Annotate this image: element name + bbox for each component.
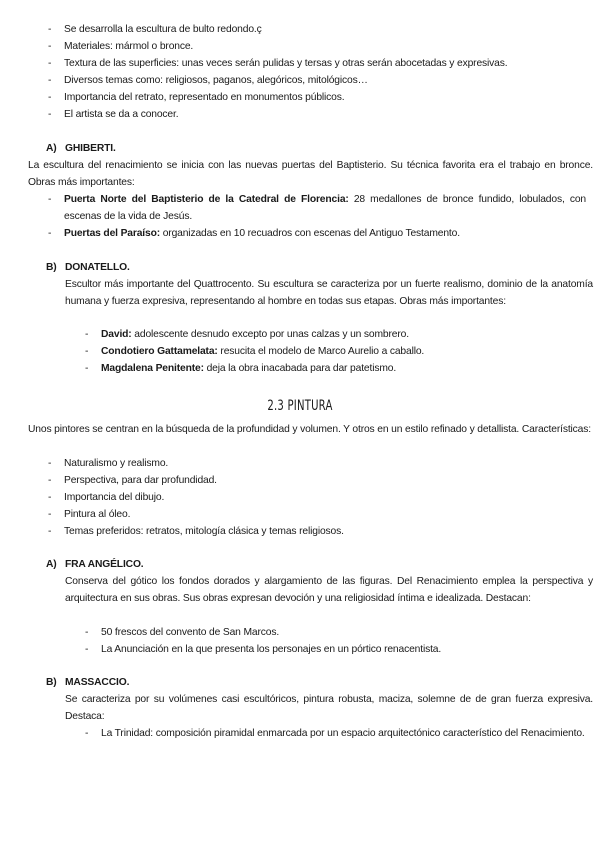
masaccio-works-list [83,725,593,742]
list-item: - Temas preferidos: retratos, mitología clásica y temas religiosos. [46,523,586,540]
section-title: 2.3 PINTURA [267,398,333,414]
heading-title: MASSACCIO. [65,677,130,688]
work-name: Puerta Norte del Baptisterio de la Catedral de Florencia: [64,194,349,205]
list-item [83,343,593,360]
list-item: - La Trinidad: composición piramidal enmarcada por un espacio arquitectónico característico del Renacimiento. [83,725,593,742]
list-item [46,191,586,225]
list-item: - 50 frescos del convento de San Marcos. [83,624,593,641]
work-desc: resucita el modelo de Marco Aurelio a caballo. [217,346,425,357]
fra-angelico-heading [46,556,144,573]
fra-angelico-intro: Conserva del gótico los fondos dorados y alargamiento de las figuras. Del Renacimiento emplea la perspectiva y arquitectura en sus obras. Sus obras expresan devoción y una religiosidad íntima e idealizada. Destacan: [65,576,593,604]
pintura-intro: Unos pintores se centran en la búsqueda de la profundidad y volumen. Y otros en un estilo refinado y detallista. Características: [28,424,591,435]
list-item: - Pintura al óleo. [46,506,586,523]
heading-marker: B) [46,677,57,688]
list-item: - La Anunciación en la que presenta los personajes en un pórtico renacentista. [83,641,593,658]
ghiberti-works-list [46,191,586,242]
list-item [83,326,593,343]
heading-title: GHIBERTI. [65,143,116,154]
ghiberti-intro: La escultura del renacimiento se inicia con las nuevas puertas del Baptisterio. Su técnica favorita era el trabajo en bronce. Obras más importantes: [28,160,593,188]
donatello-heading [46,259,130,276]
painting-features-list [46,455,586,540]
donatello-intro: Escultor más importante del Quattrocento. Su escultura se caracteriza por un fuerte realismo, dominio de la anatomía humana y fuerza expresiva, representando al hombre en todas sus etapas. Obras más importantes: [65,279,593,307]
list-item: - Importancia del retrato, representado en monumentos públicos. [46,89,586,106]
donatello-works-list [83,326,593,377]
work-name: David: [101,329,132,340]
list-item: - Diversos temas como: religiosos, paganos, alegóricos, mitológicos… [46,72,586,89]
sculpture-features-list [46,21,586,123]
list-item: - Se desarrolla la escultura de bulto redondo.ç [46,21,586,38]
heading-title: DONATELLO. [65,262,130,273]
heading-marker: B) [46,262,57,273]
heading-marker: A) [46,559,57,570]
work-name: Magdalena Penitente: [101,363,204,374]
list-item: - Importancia del dibujo. [46,489,586,506]
list-item: - Naturalismo y realismo. [46,455,586,472]
list-item [83,360,593,377]
work-desc: deja la obra inacabada para dar patetismo. [203,363,397,374]
list-item: - Textura de las superficies: unas veces serán pulidas y tersas y otras serán abocetadas y expresivas. [46,55,586,72]
work-desc: organizadas en 10 recuadros con escenas del Antiguo Testamento. [160,228,460,239]
masaccio-heading [46,674,129,691]
list-item: - Perspectiva, para dar profundidad. [46,472,586,489]
list-item [46,225,586,242]
fra-angelico-works-list [83,624,593,658]
heading-title: FRA ANGÉLICO. [65,559,144,570]
work-name: Puertas del Paraíso: [64,228,161,239]
ghiberti-heading [46,140,116,157]
heading-marker: A) [46,143,57,154]
work-desc: adolescente desnudo excepto por unas calzas y un sombrero. [131,329,409,340]
list-item: - El artista se da a conocer. [46,106,586,123]
work-desc: 28 medallones de bronce fundido, lobulados, con escenas de la vida de Jesús. [64,194,586,222]
masaccio-intro: Se caracteriza por su volúmenes casi escultóricos, pintura robusta, maciza, solemne de de gran fuerza expresiva. Destaca: [65,694,593,722]
work-name: Condotiero Gattamelata: [101,346,218,357]
list-item: - Materiales: mármol o bronce. [46,38,586,55]
